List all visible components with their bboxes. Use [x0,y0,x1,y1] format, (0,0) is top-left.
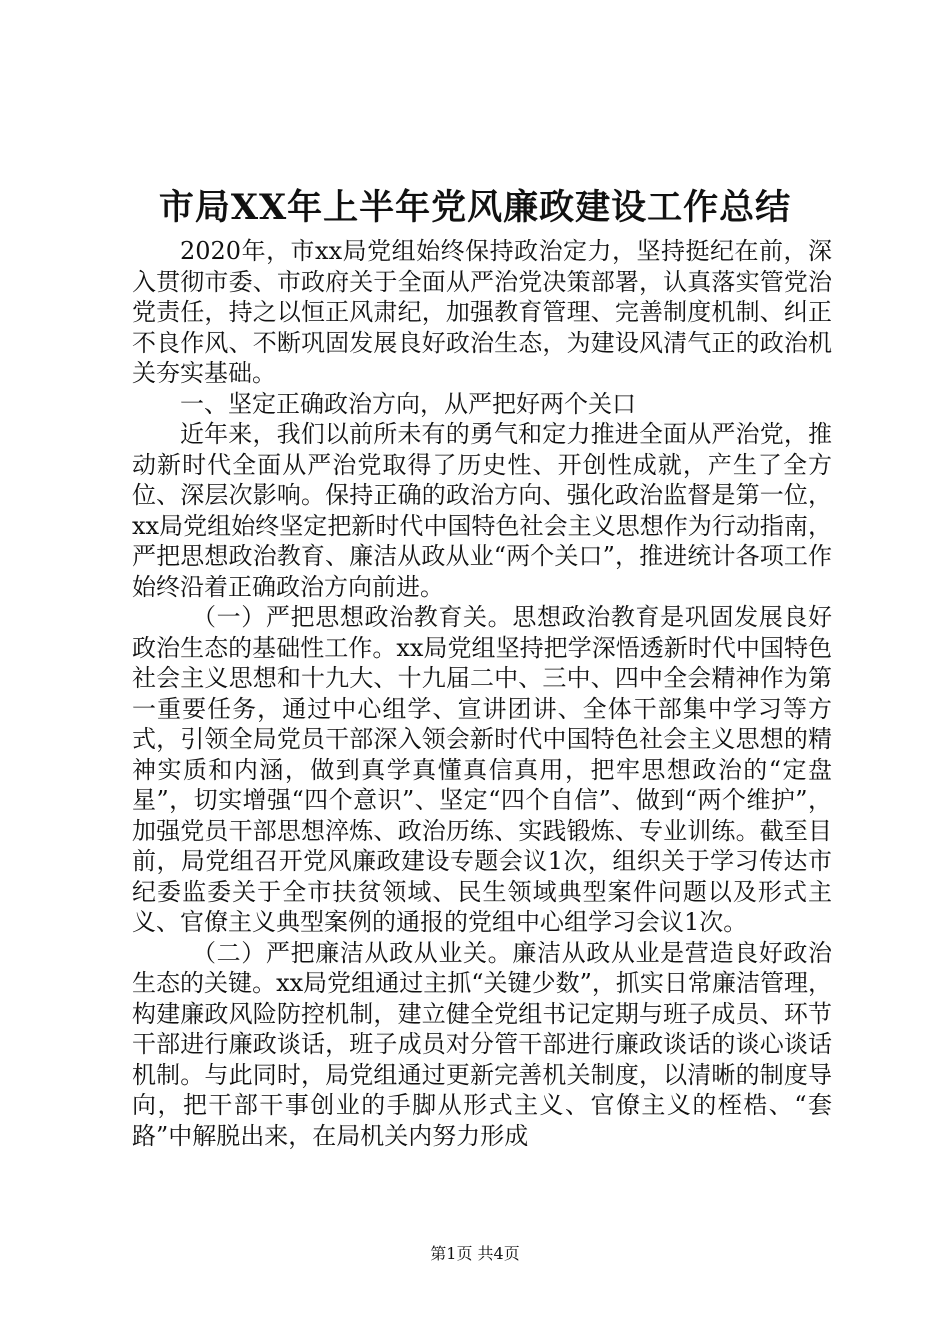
section-heading-1: 一、坚定正确政治方向，从严把好两个关口 [180,389,636,418]
page-number-footer: 第1页 共4页 [430,1244,520,1263]
document-body [132,236,832,1151]
paragraph-subsection-2: （二）严把廉洁从政从业关。廉洁从政从业是营造良好政治生态的关键。xx局党组通过主抓“关键少数”，抓实日常廉洁管理，构建廉政风险防控机制，建立健全党组书记定期与班子成员、环节干部进行廉政谈话，班子成员对分管干部进行廉政谈话的谈心谈话机制。与此同时，局党组通过更新完善机关制度，以清晰的制度导向，把干部干事创业的手脚从形式主义、官僚主义的桎梏、“套路”中解脱出来，在局机关内努力形成 [132,938,832,1150]
document-title: 市局XX年上半年党风廉政建设工作总结 [158,187,792,228]
paragraph-subsection-1: （一）严把思想政治教育关。思想政治教育是巩固发展良好政治生态的基础性工作。xx局党组坚持把学深悟透新时代中国特色社会主义思想和十九大、十九届二中、三中、四中全会精神作为第一重要任务，通过中心组学、宣讲团讲、全体干部集中学习等方式，引领全局党员干部深入领会新时代中国特色社会主义思想的精神实质和内涵，做到真学真懂真信真用，把牢思想政治的“定盘星”，切实增强“四个意识”、坚定“四个自信”、做到“两个维护”，加强党员干部思想淬炼、政治历练、实践锻炼、专业训练。截至目前，局党组召开党风廉政建设专题会议1次，组织关于学习传达市纪委监委关于全市扶贫领域、民生领域典型案件问题以及形式主义、官僚主义典型案例的通报的党组中心组学习会议1次。 [132,603,832,936]
paragraph-section-1: 近年来，我们以前所未有的勇气和定力推进全面从严治党，推动新时代全面从严治党取得了历史性、开创性成就，产生了全方位、深层次影响。保持正确的政治方向、强化政治监督是第一位，xx局党组始终坚定把新时代中国特色社会主义思想作为行动指南，严把思想政治教育、廉洁从政从业“两个关口”，推进统计各项工作始终沿着正确政治方向前进。 [132,420,832,601]
paragraph-intro: 2020年，市xx局党组始终保持政治定力，坚持挺纪在前，深入贯彻市委、市政府关于全面从严治党决策部署，认真落实管党治党责任，持之以恒正风肃纪，加强教育管理、完善制度机制、纠正不良作风、不断巩固发展良好政治生态，为建设风清气正的政治机关夯实基础。 [132,237,832,387]
